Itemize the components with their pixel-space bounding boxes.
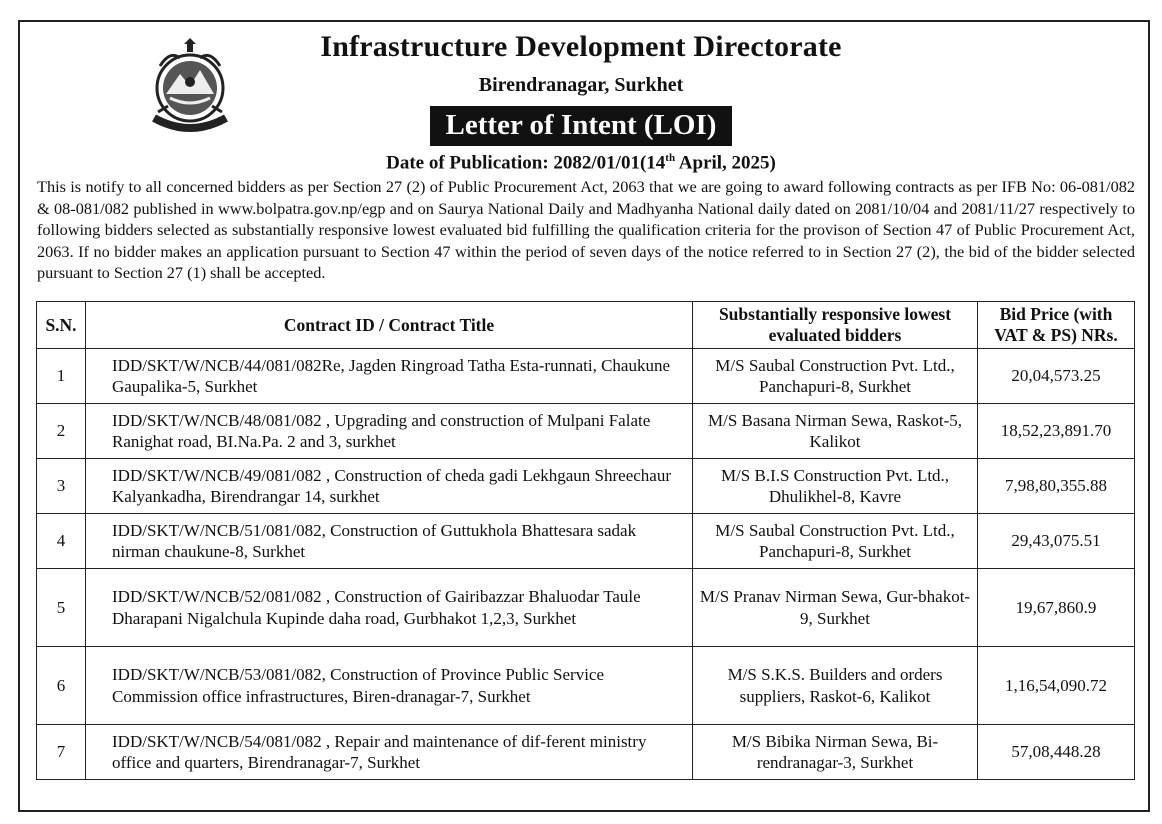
cell-price: 7,98,80,355.88 bbox=[978, 459, 1135, 514]
cell-sn: 3 bbox=[37, 459, 86, 514]
cell-sn: 7 bbox=[37, 725, 86, 780]
contract-award-table bbox=[36, 301, 1135, 780]
cell-price: 29,43,075.51 bbox=[978, 514, 1135, 569]
cell-price: 20,04,573.25 bbox=[978, 349, 1135, 404]
table-row bbox=[37, 404, 1135, 459]
cell-contract: IDD/SKT/W/NCB/52/081/082 , Construction of Gairibazzar Bhaluodar Taule Dharapani Nigalchula Kupinde daha road, Gurbhakot 1,2,3, Surkhet bbox=[86, 569, 693, 647]
cell-contract: IDD/SKT/W/NCB/49/081/082 , Construction of cheda gadi Lekhgaun Shreechaur Kalyankadha, Birendrangar 14, surkhet bbox=[86, 459, 693, 514]
intro-paragraph: This is notify to all concerned bidders as per Section 27 (2) of Public Procurement Act, 2063 that we are going to award following contracts as per IFB No: 06-081/082 & 08-081/082 published in www.bolpatra.gov.np/egp and on Saurya National Daily and Madhyanha National daily dated on 2081/10/04 and 2081/11/27 respectively to following bidders selected as substantially responsive lowest evaluated bid fulfilling the qualification criteria for the provison of Section 47 of Public Procurement Act, 2063. If no bidder makes an application pursuant to Section 47 within the period of seven days of the notice referred to in Section 27 (2), the bid of the bidder selected pursuant to Section 27 (1) shall be accepted. bbox=[37, 177, 1135, 282]
cell-bidder: M/S Pranav Nirman Sewa, Gur-bhakot-9, Surkhet bbox=[693, 569, 978, 647]
cell-sn: 1 bbox=[37, 349, 86, 404]
cell-bidder: M/S Saubal Construction Pvt. Ltd., Panchapuri-8, Surkhet bbox=[693, 514, 978, 569]
table-row bbox=[37, 349, 1135, 404]
cell-bidder: M/S Saubal Construction Pvt. Ltd., Panchapuri-8, Surkhet bbox=[693, 349, 978, 404]
table-row bbox=[37, 647, 1135, 725]
organization-title: Infrastructure Development Directorate bbox=[320, 30, 842, 63]
header-sn: S.N. bbox=[37, 302, 86, 349]
cell-sn: 6 bbox=[37, 647, 86, 725]
cell-price: 1,16,54,090.72 bbox=[978, 647, 1135, 725]
publication-date: Date of Publication: 2082/01/01(14th April, 2025) bbox=[386, 152, 776, 174]
cell-bidder: M/S Bibika Nirman Sewa, Bi-rendranagar-3, Surkhet bbox=[693, 725, 978, 780]
cell-price: 18,52,23,891.70 bbox=[978, 404, 1135, 459]
organization-location: Birendranagar, Surkhet bbox=[478, 74, 684, 96]
cell-price: 57,08,448.28 bbox=[978, 725, 1135, 780]
cell-contract: IDD/SKT/W/NCB/53/081/082, Construction of Province Public Service Commission office infrastructures, Biren-dranagar-7, Surkhet bbox=[86, 647, 693, 725]
cell-contract: IDD/SKT/W/NCB/54/081/082 , Repair and maintenance of dif-ferent ministry office and quarters, Birendranagar-7, Surkhet bbox=[86, 725, 693, 780]
header-price: Bid Price (with VAT & PS) NRs. bbox=[978, 302, 1135, 349]
table-row bbox=[37, 725, 1135, 780]
cell-bidder: M/S Basana Nirman Sewa, Raskot-5, Kalikot bbox=[693, 404, 978, 459]
cell-contract: IDD/SKT/W/NCB/51/081/082, Construction of Guttukhola Bhattesara sadak nirman chaukune-8, Surkhet bbox=[86, 514, 693, 569]
table-row bbox=[37, 569, 1135, 647]
cell-contract: IDD/SKT/W/NCB/44/081/082Re, Jagden Ringroad Tatha Esta-runnati, Chaukune Gaupalika-5, Surkhet bbox=[86, 349, 693, 404]
header-contract: Contract ID / Contract Title bbox=[86, 302, 693, 349]
cell-bidder: M/S B.I.S Construction Pvt. Ltd., Dhulikhel-8, Kavre bbox=[693, 459, 978, 514]
cell-sn: 2 bbox=[37, 404, 86, 459]
header-bidder: Substantially responsive lowest evaluated bidders bbox=[693, 302, 978, 349]
table-row bbox=[37, 514, 1135, 569]
table-row bbox=[37, 459, 1135, 514]
table-header-row bbox=[37, 302, 1135, 349]
notice-title: Letter of Intent (LOI) bbox=[430, 106, 733, 146]
cell-bidder: M/S S.K.S. Builders and orders suppliers, Raskot-6, Kalikot bbox=[693, 647, 978, 725]
cell-sn: 4 bbox=[37, 514, 86, 569]
cell-contract: IDD/SKT/W/NCB/48/081/082 , Upgrading and construction of Mulpani Falate Ranighat road, BI.Na.Pa. 2 and 3, surkhet bbox=[86, 404, 693, 459]
cell-sn: 5 bbox=[37, 569, 86, 647]
cell-price: 19,67,860.9 bbox=[978, 569, 1135, 647]
